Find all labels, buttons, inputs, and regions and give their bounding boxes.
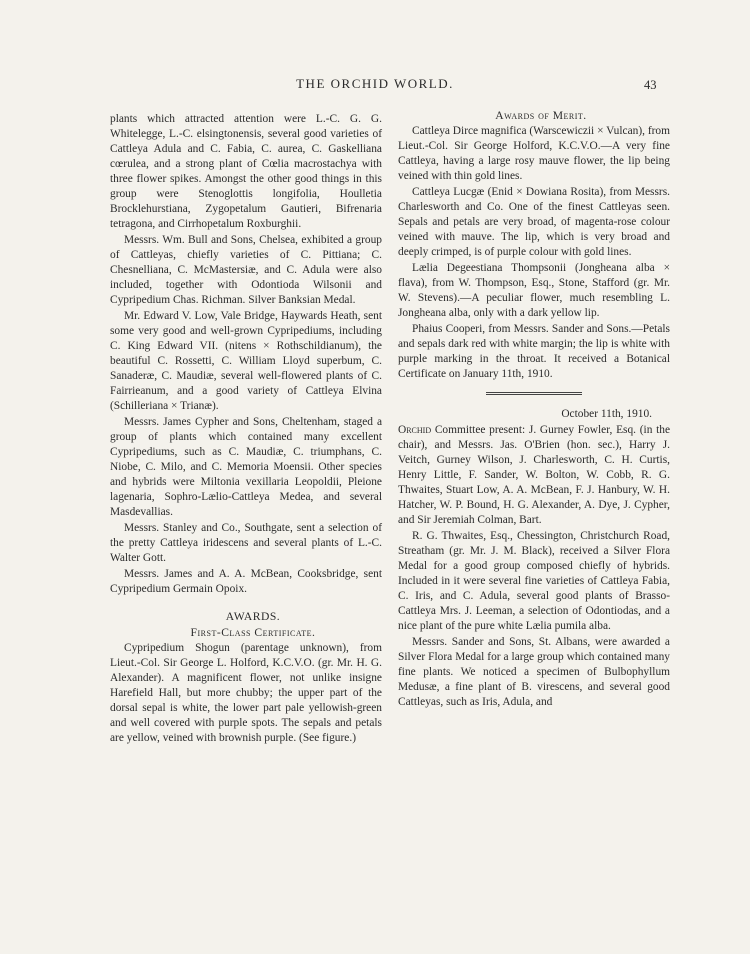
meeting-date: October 11th, 1910. bbox=[561, 408, 652, 420]
paragraph: Cypripedium Shogun (parentage unknown), from Lieut.-Col. Sir George L. Holford, K.C.V.O. (gr. Mr. H. G. Alexander). A magnificent flower, not unlike insigne Harefield Hall, but more chubby; the upper part of the dorsal sepal is white, the lower part pale yellowish-green and well covered with purple spots. The sepals and petals are yellow, veined with brownish purple. (See figure.) bbox=[110, 642, 382, 744]
committee-paragraph bbox=[398, 423, 670, 528]
paragraph: Messrs. Wm. Bull and Sons, Chelsea, exhibited a group of Cattleyas, chiefly varieties of C. Pittiana; C. Chesnelliana, C. McMastersiæ, and C. Adula were also included, together with Odontioda Wilsonii and Cypripedium Chas. Richman. Silver Banksian Medal. bbox=[110, 234, 382, 306]
awards-heading: AWARDS. bbox=[225, 610, 281, 623]
paragraph: Messrs. James Cypher and Sons, Cheltenham, staged a group of plants which contained many excellent Cypripediums, such as C. Maudiæ, C. triumphans, C. Niobe, C. Milo, and C. Memoria Moensii. Other species and hybrids were Miltonia vexillaria Leopoldii, Pleione lagenaria, Sophro-Lælio-Cattleya Medea, and several Masdevallias. bbox=[110, 416, 382, 518]
right-column bbox=[398, 108, 670, 711]
paragraph: Cattleya Lucgæ (Enid × Dowiana Rosita), from Messrs. Charlesworth and Co. One of the finest Cattleyas seen. Sepals and petals are very broad, of magenta-rose colour veined with mauve. The lip, which is very broad and deeply crimped, is of purple colour with gold lines. bbox=[398, 186, 670, 258]
section-divider bbox=[486, 392, 582, 395]
paragraph: Mr. Edward V. Low, Vale Bridge, Haywards Heath, sent some very good and well-grown Cypripediums, including C. King Edward VII. (nitens × Rothschildianum), the beautiful C. Rossetti, C. William Lloyd superbum, C. Sanaderæ, C. Maudiæ, several well-flowered plants of C. Fairrieanum, and a good variety of Cattleya Elvina (Schilleriana × Trianæ). bbox=[110, 310, 382, 412]
committee-lead: Orchid bbox=[398, 424, 432, 436]
committee-text: Committee present: J. Gurney Fowler, Esq. (in the chair), and Messrs. Jas. O'Brien (hon. sec.), Harry J. Veitch, Gurney Wilson, J. Charlesworth, C. H. Curtis, Henry Little, F. Sander, W. Bolton, W. Cobb, R. G. Thwaites, Stuart Low, A. A. McBean, F. J. Hanbury, W. H. Hatcher, W. P. Bound, H. G. Alexander, A. Dye, J. Cypher, and Sir Jeremiah Colman, Bart. bbox=[398, 424, 670, 526]
paragraph: Lælia Degeestiana Thompsonii (Jongheana alba × flava), from W. Thompson, Esq., Stone, Stafford (gr. Mr. W. Stevens).—A peculiar flower, much resembling L. Jongheana alba, only with a dark yellow lip. bbox=[398, 262, 670, 319]
paragraph: plants which attracted attention were L.-C. G. G. Whitelegge, L.-C. elsingtonensis, several good varieties of Cattleya Adula and C. Fabia, C. aurea, C. Gaskelliana cœrulea, and a strong plant of Cœlia macrostachya with three flower spikes. Amongst the other good things in this group were Stenoglottis longifolia, Houlletia Brocklehurstiana, Zygopetalum Gautieri, Bifrenaria tetragona, and Cirrhopetalum Roxburghii. bbox=[110, 113, 382, 230]
paragraph: Messrs. Stanley and Co., Southgate, sent a selection of the pretty Cattleya iridescens and several plants of L.-C. Walter Gott. bbox=[110, 522, 382, 564]
left-column bbox=[110, 112, 382, 747]
running-title: THE ORCHID WORLD. bbox=[296, 76, 454, 91]
awards-of-merit-heading: Awards of Merit. bbox=[495, 109, 587, 122]
paragraph: Phaius Cooperi, from Messrs. Sander and Sons.—Petals and sepals dark red with white margin; the lip is white with purple marking in the throat. It received a Botanical Certificate on January 11th, 1910. bbox=[398, 323, 670, 380]
paragraph: Messrs. James and A. A. McBean, Cooksbridge, sent Cypripedium Germain Opoix. bbox=[110, 568, 382, 595]
paragraph: Messrs. Sander and Sons, St. Albans, were awarded a Silver Flora Medal for a large group which contained many fine plants. We noticed a specimen of Bulbophyllum Medusæ, a fine plant of B. virescens, and several good Cattleyas, such as Iris, Adula, and bbox=[398, 636, 670, 708]
first-class-certificate-heading: First-Class Certificate. bbox=[190, 626, 316, 639]
awards-section bbox=[110, 609, 382, 746]
paragraph: Cattleya Dirce magnifica (Warscewiczii × Vulcan), from Lieut.-Col. Sir George Holford, K.C.V.O.—A very fine Cattleya, having a large rosy mauve flower, the lip being veined with thin gold lines. bbox=[398, 125, 670, 182]
paragraph: R. G. Thwaites, Esq., Chessington, Christchurch Road, Streatham (gr. Mr. J. M. Black), received a Silver Flora Medal for a good group composed chiefly of hybrids. Included in it were several fine varieties of Cattleya Fabia, C. Iris, and C. Adula, several good plants of Brasso-Cattleya Mrs. J. Leeman, a selection of Odontiodas, and a nice plant of the pure white Lælia pumila alba. bbox=[398, 530, 670, 632]
page-number: 43 bbox=[644, 78, 657, 92]
